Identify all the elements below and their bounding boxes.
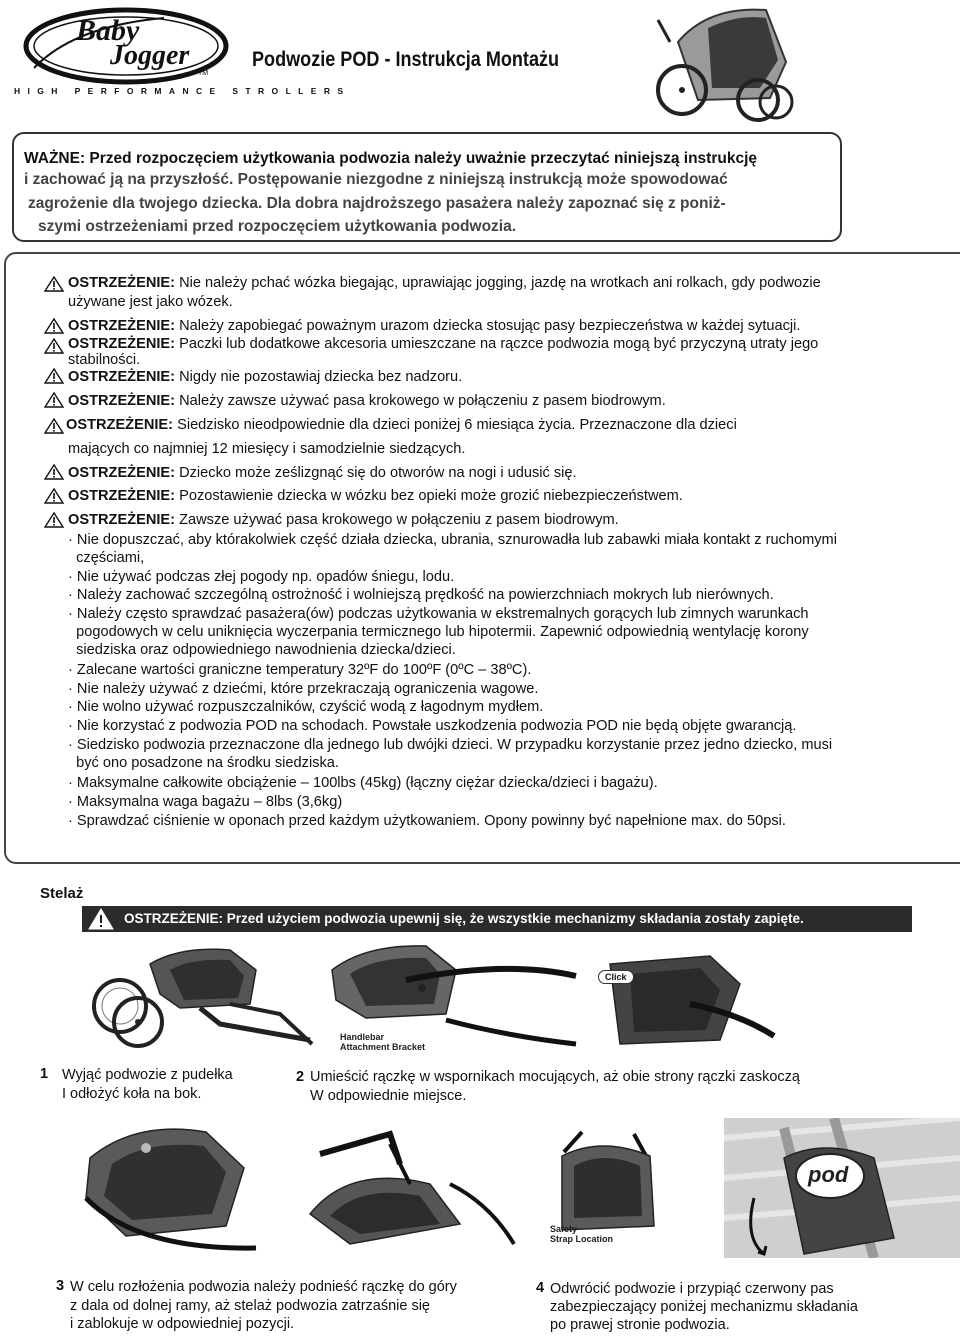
warning-triangle-icon [44,418,64,434]
important-line: WAŻNE: Przed rozpoczęciem użytkowania podwozia należy uważnie przeczytać niniejszą instrukcję [24,150,757,167]
step-number: 4 [536,1280,545,1296]
logo-tm: TM [198,70,209,77]
bullet-item: częściami, [68,550,145,566]
bullet-item: · Nie dopuszczać, aby którakolwiek część działa dziecka, ubrania, sznurowadła lub zabawki miała kontakt z ruchomymi [68,532,837,548]
step-text: Wyjąć podwozie z pudełka [62,1067,233,1083]
bullet-item: · Należy często sprawdzać pasażera(ów) podczas użytkowania w ekstremalnych gorących lub zimnych warunkach [68,606,809,622]
important-line: i zachować ją na przyszłość. Postępowanie niezgodne z niniejszą instrukcją może spowodować [24,171,728,188]
step-2-image-a [326,940,584,1060]
pod-logo: pod [808,1162,849,1187]
step-text: I odłożyć koła na bok. [62,1086,202,1102]
page-title: Podwozie POD - Instrukcja Montażu [252,48,560,71]
logo-line-2: Jogger [110,40,190,71]
bullet-item: · Maksymalne całkowite obciążenie – 100lbs (45kg) (łączny ciężar dziecka/dzieci i bagażu). [68,775,658,791]
step-2-image-b [590,944,776,1054]
bullet-item: · Nie wolno używać rozpuszczalników, czyścić wodą z łagodnym mydłem. [68,699,544,715]
warning-1-cont: używane jest jako wózek. [68,294,233,310]
frame-warning-text: OSTRZEŻENIE: Przed użyciem podwozia upewnij się, że wszystkie mechanizmy składania zostały zapięte. [124,911,804,926]
warning-triangle-icon [44,318,64,334]
warning-triangle-icon [88,908,114,930]
logo-line-1: Baby [76,14,140,47]
stroller-hero-image [648,2,796,122]
step-text: Odwrócić podwozie i przypiąć czerwony pas [550,1281,834,1297]
step-number: 1 [40,1066,49,1082]
bullet-item: · Nie należy używać z dziećmi, które przekraczają ograniczenia wagowe. [68,681,539,697]
brand-logo [14,6,351,96]
step-4-image-a [542,1126,668,1250]
step-text: i zablokuje w odpowiedniej pozycji. [70,1316,295,1332]
click-callout: Click [598,970,634,984]
bullet-item: być ono posadzone na środku siedziska. [68,755,339,771]
warning-triangle-icon [44,512,64,528]
bullet-item: · Siedzisko podwozia przeznaczone dla jednego lub dwójki dzieci. W przypadku korzystanie przez jedno dziecko, musi [68,737,833,753]
section-title: Stelaż [40,885,84,902]
step-3-image-a [76,1118,264,1258]
warning-triangle-icon [44,368,64,384]
bullet-item: · Maksymalna waga bagażu – 8lbs (3,6kg) [68,794,343,810]
step-number: 2 [296,1069,305,1085]
step-3-image-b [290,1124,518,1258]
step-text: W odpowiednie miejsce. [310,1088,467,1104]
warning-triangle-icon [44,488,64,504]
logo-tagline: HIGH PERFORMANCE STROLLERS [14,86,351,96]
step-text: Umieścić rączkę w wspornikach mocujących, aż obie strony rączki zaskoczą [310,1069,800,1085]
step-number: 3 [56,1278,65,1294]
warning-2: OSTRZEŻENIE: Należy zapobiegać poważnym urazom dziecka stosując pasy bezpieczeństwa w każdej sytuacji. [68,318,801,334]
bullet-item: siedziska oraz odpowiedniego nawodnienia dziecka/dzieci. [68,642,456,658]
bullet-item: · Należy zachować szczególną ostrożność i wolniejszą prędkość na powierzchniach mokrych lub nierównych. [68,587,774,603]
bullet-item: · Nie korzystać z podwozia POD na schodach. Powstałe uszkodzenia podwozia POD nie będą objęte gwarancją. [68,718,797,734]
bullet-item: · Nie używać podczas złej pogody np. opadów śniegu, lodu. [68,569,455,585]
warning-3-cont: stabilności. [68,352,141,368]
warning-1: OSTRZEŻENIE: Nie należy pchać wózka biegając, uprawiając jogging, jazdę na wrotkach ani rolkach, gdy podwozie [68,275,821,291]
warning-4: OSTRZEŻENIE: Nigdy nie pozostawiaj dziecka bez nadzoru. [68,369,463,385]
warning-9: OSTRZEŻENIE: Zawsze używać pasa krokowego w połączeniu z pasem biodrowym. [68,512,619,528]
step-text: zabezpieczający poniżej mechanizmu składania [550,1299,858,1315]
step-text: W celu rozłożenia podwozia należy podnieść rączkę do góry [70,1279,457,1295]
bullet-item: · Zalecane wartości graniczne temperatury 32ºF do 100ºF (0ºC – 38ºC). [68,662,532,678]
bullet-item: pogodowych w celu uniknięcia wyczerpania termicznego lub hipotermii. Zapewnić odpowiednią wentylację korony [68,624,809,640]
frame-warning-bar [82,906,912,932]
important-line: szymi ostrzeżeniami przed rozpoczęciem użytkowania podwozia. [38,218,517,235]
step-1-image [80,944,320,1054]
handlebar-callout: Handlebar Attachment Bracket [340,1032,426,1052]
important-line: zagrożenie dla twojego dziecka. Dla dobra najdroższego pasażera należy zapoznać się z poniż- [28,195,726,212]
warning-triangle-icon [44,276,64,292]
step-4-image-b [724,1118,960,1258]
step-text: po prawej stronie podwozia. [550,1317,730,1333]
safety-strap-callout: Safety Strap Location [550,1224,614,1244]
warning-triangle-icon [44,338,64,354]
warning-3: OSTRZEŻENIE: Paczki lub dodatkowe akcesoria umieszczane na rączce podwozia mogą być przyczyną utraty jego [68,336,819,352]
warning-8: OSTRZEŻENIE: Pozostawienie dziecka w wózku bez opieki może grozić niebezpieczeństwem. [68,488,683,504]
important-notice-box [12,132,842,242]
warning-triangle-icon [44,464,64,480]
warning-triangle-icon [44,392,64,408]
warning-6: OSTRZEŻENIE: Siedzisko nieodpowiednie dla dzieci poniżej 6 miesiąca życia. Przeznaczone dla dzieci [66,417,737,433]
bullet-item: · Sprawdzać ciśnienie w oponach przed każdym użytkowaniem. Opony powinny być napełnione max. do 50psi. [68,813,786,829]
warning-5: OSTRZEŻENIE: Należy zawsze używać pasa krokowego w połączeniu z pasem biodrowym. [68,393,666,409]
warning-7: OSTRZEŻENIE: Dziecko może ześlizgnąć się do otworów na nogi i udusić się. [68,465,577,481]
step-text: z dala od dolnej ramy, aż stelaż podwozia zatrzaśnie się [70,1298,431,1314]
warning-6-cont: mających co najmniej 12 miesięcy i samodzielnie siedzących. [68,441,466,457]
